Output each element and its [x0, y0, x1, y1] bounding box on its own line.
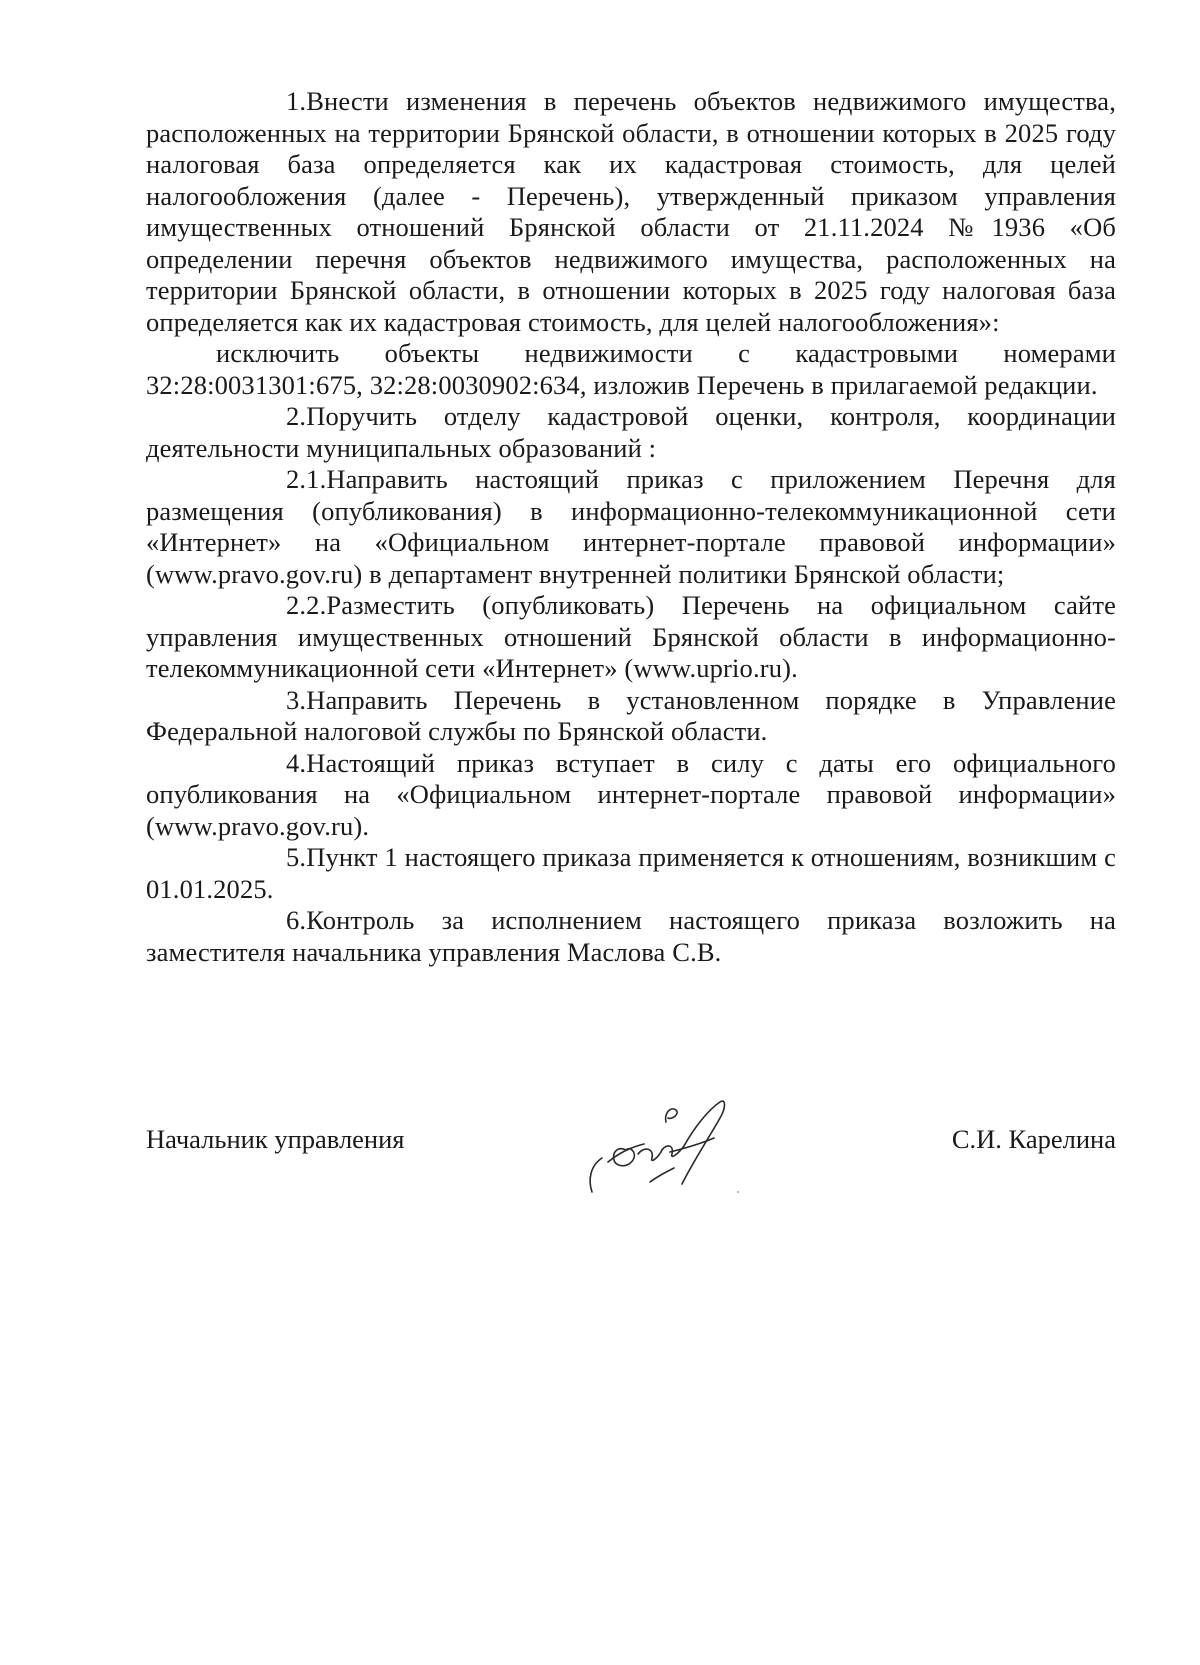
paragraph-6 [146, 905, 1116, 968]
paragraph-text: исключить объекты недвижимости с кадастровыми номерами 32:28:0031301:675, 32:28:0030902:634, изложив Перечень в прилагаемой редакции. [146, 338, 1116, 400]
paragraph-text: Контроль за исполнением настоящего приказа возложить на заместителя начальника управления Маслова С.В. [146, 905, 1116, 967]
paragraph-text: Разместить (опубликовать) Перечень на официальном сайте управления имущественных отношений Брянской области в информационно-телекоммуникационной сети «Интернет» (www.uprio.ru). [146, 590, 1116, 683]
signatory-name: С.И. Карелина [951, 1124, 1116, 1154]
paragraph-number: 1. [286, 86, 307, 116]
paragraph-text: Пункт 1 настоящего приказа применяется к отношениям, возникшим с 01.01.2025. [146, 842, 1116, 904]
paragraph-number: 2. [286, 401, 307, 431]
paragraph-2-1 [146, 464, 1116, 590]
paragraph-number: 4. [286, 747, 307, 778]
paragraph-text: Направить настоящий приказ с приложением Перечня для размещения (опубликования) в информационно-телекоммуникационной сети «Интернет» на «Официальном интернет-портале правовой информации» (www.pravo.gov.ru) в департамент внутренней политики Брянской области; [146, 464, 1116, 589]
paragraph-text: Внести изменения в перечень объектов недвижимого имущества, расположенных на территории Брянской области, в отношении которых в 2025 году налоговая база определяется как их кадастровая стоимость, для целей налогообложения (далее - Перечень), утвержденный приказом управления имущественных отношений Брянской области от 21.11.2024 №1936 «Об определении перечня объектов недвижимого имущества, расположенных на территории Брянской области, в отношении которых в 2025 году налоговая база определяется как их кадастровая стоимость, для целей налогообложения»: [146, 86, 1116, 337]
signature-block [146, 1112, 1116, 1232]
paragraph-number: 6. [286, 905, 307, 935]
document-body [146, 86, 1116, 968]
paragraph-1-detail [146, 338, 1116, 401]
paragraph-number: 2.1. [286, 464, 327, 494]
paragraph-number: 5. [286, 842, 307, 872]
paragraph-5 [146, 842, 1116, 905]
paragraph-1 [146, 86, 1116, 338]
handwritten-signature [574, 1088, 754, 1198]
paragraph-number: 3. [286, 684, 307, 715]
paragraph-text: Настоящий приказ вступает в силу с даты его официального опубликования на «Официальном интернет-портале правовой информации» (www.pravo.gov.ru). [146, 747, 1116, 841]
paragraph-text: Поручить отделу кадастровой оценки, контроля, координации деятельности муниципальных образований : [146, 401, 1116, 463]
paragraph-2-2 [146, 590, 1116, 685]
paragraph-2 [146, 401, 1116, 464]
paragraph-text: Направить Перечень в установленном порядке в Управление Федеральной налоговой службы по Брянской области. [146, 684, 1116, 746]
paragraph-number: 2.2. [286, 590, 327, 620]
paragraph-4 [146, 748, 1116, 843]
paragraph-3 [146, 685, 1116, 748]
signatory-position: Начальник управления [146, 1124, 405, 1154]
